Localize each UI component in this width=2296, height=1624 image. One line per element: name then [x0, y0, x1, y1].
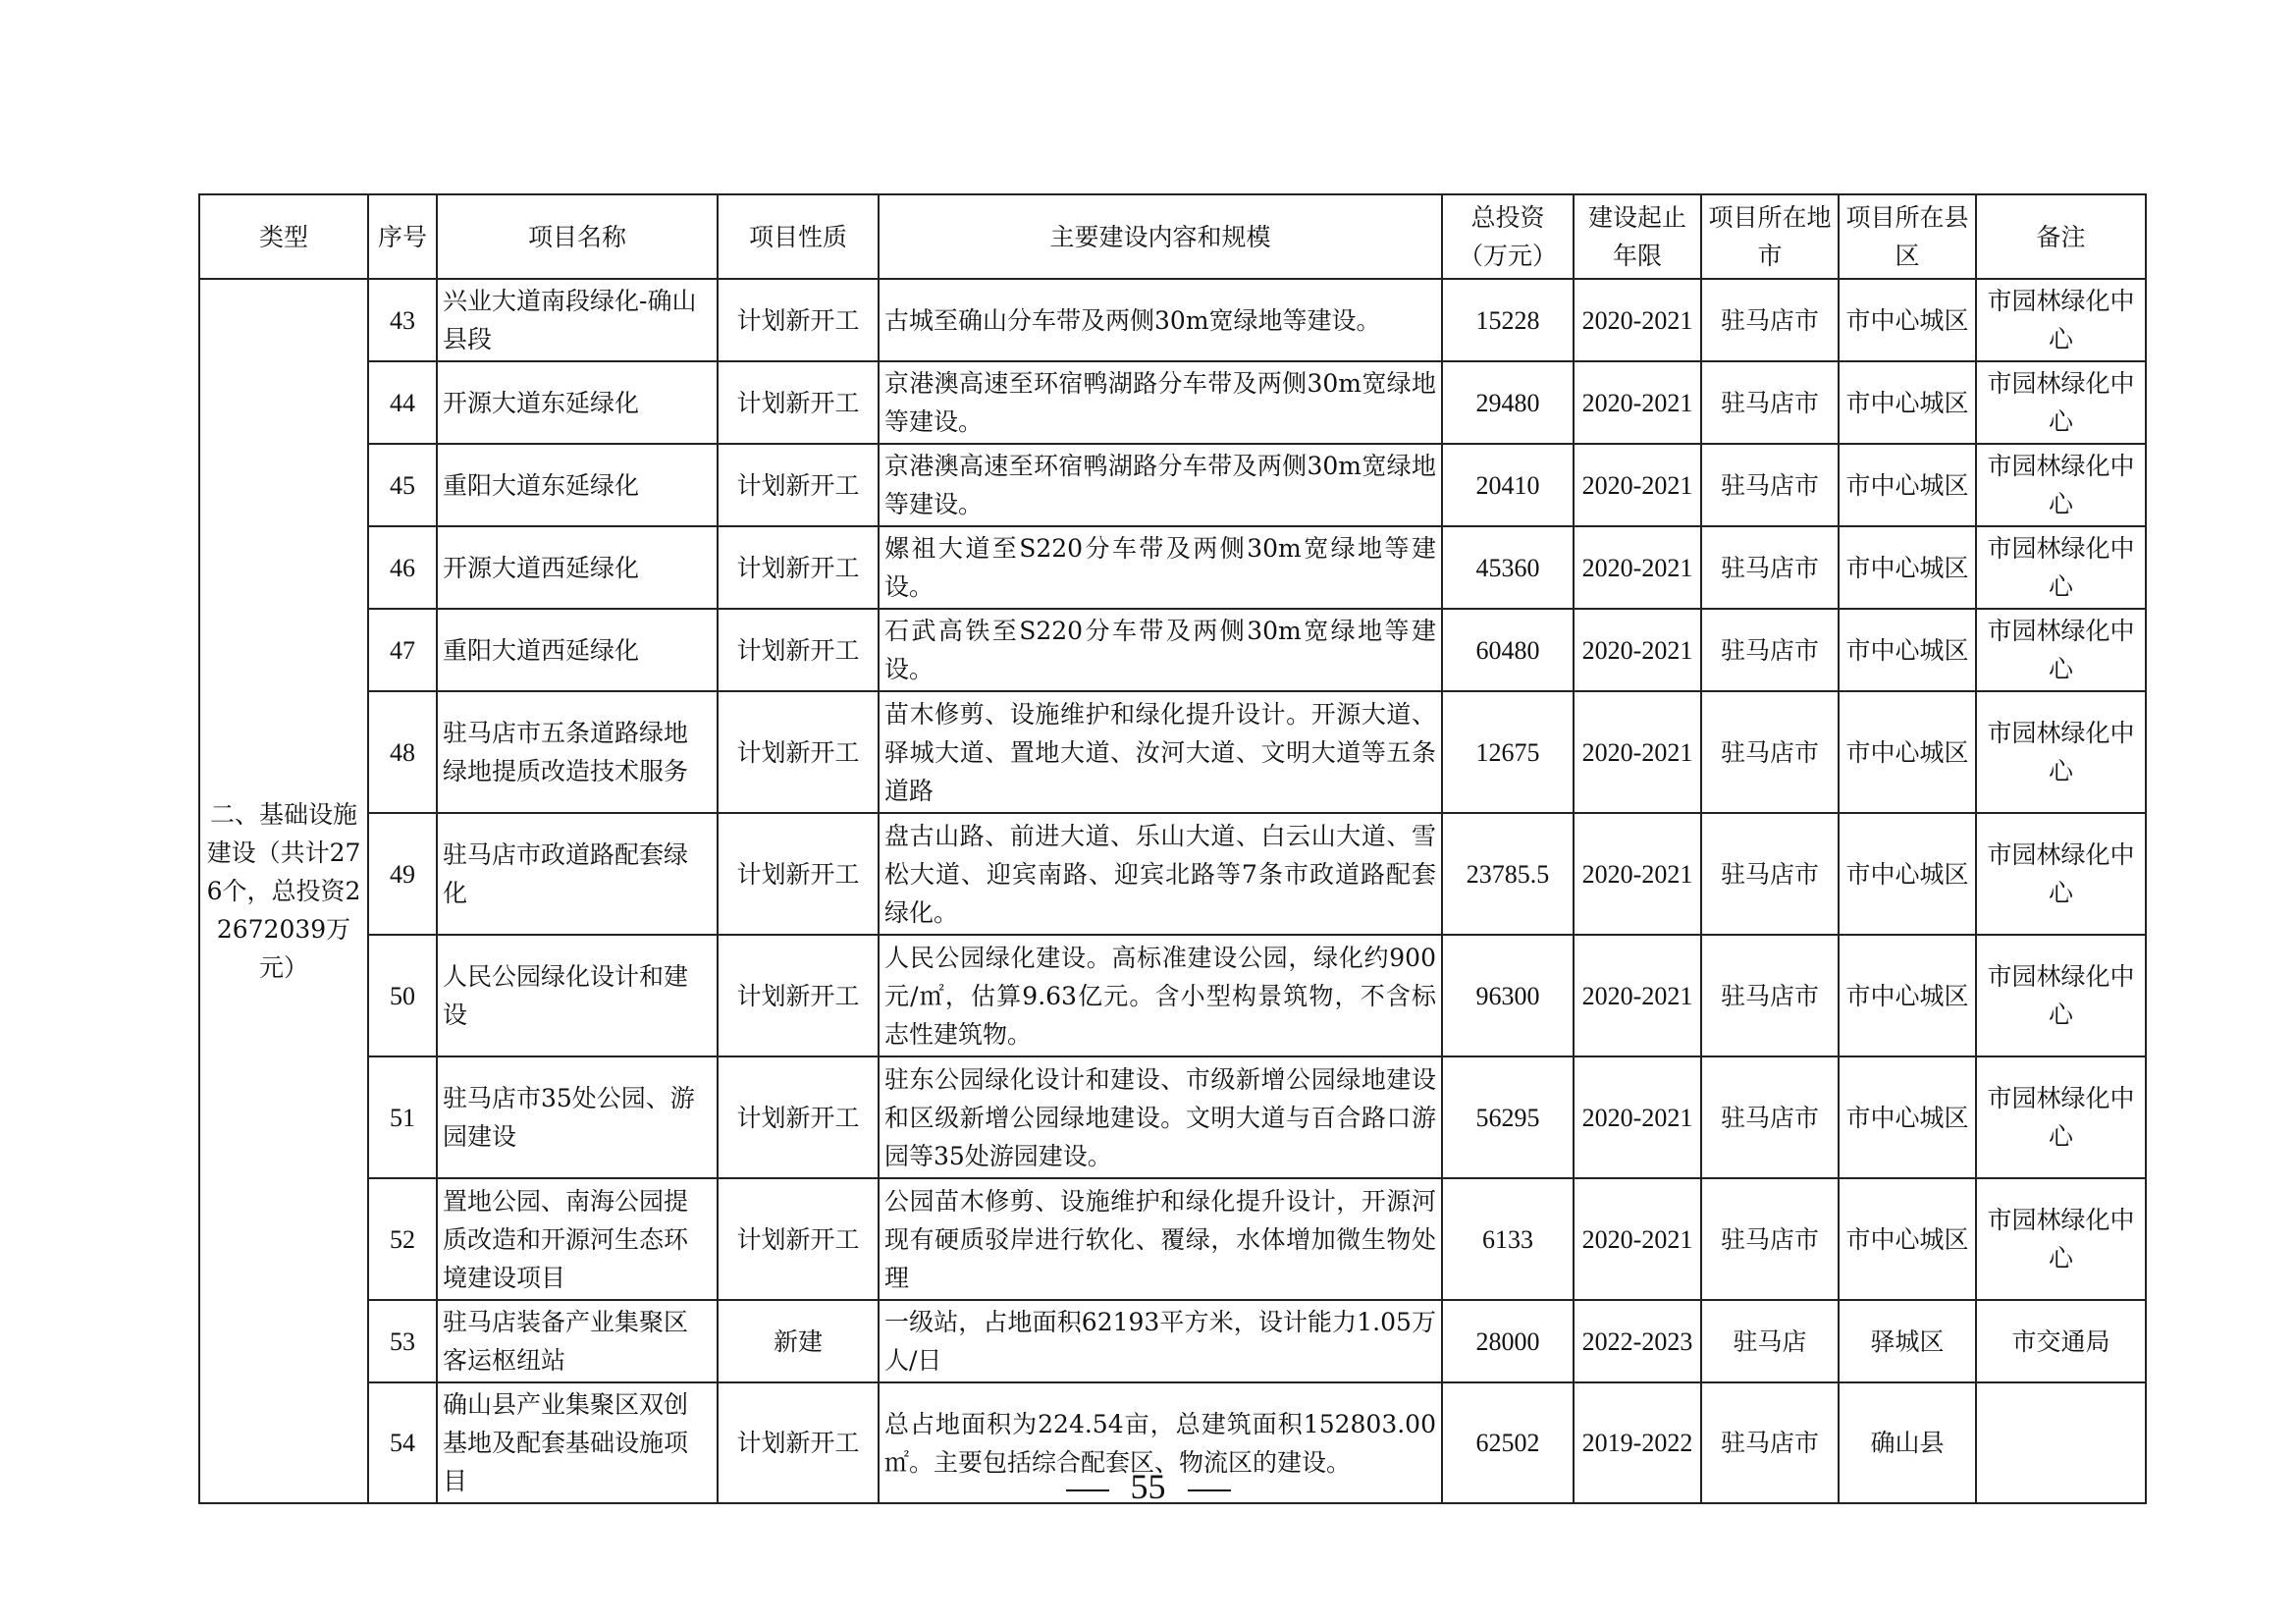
cell-city: 驻马店市 [1701, 813, 1839, 935]
project-table [198, 193, 2147, 1504]
cell-name: 确山县产业集聚区双创基地及配套基础设施项目 [437, 1382, 718, 1503]
cell-city: 驻马店市 [1701, 691, 1839, 813]
cell-invest: 60480 [1442, 609, 1574, 691]
footer-dash-left [1066, 1489, 1109, 1491]
header-county: 项目所在县区 [1839, 194, 1976, 279]
table-row [199, 361, 2146, 444]
cell-nature: 计划新开工 [718, 691, 879, 813]
table-row [199, 1300, 2146, 1382]
cell-seq: 52 [368, 1178, 437, 1300]
cell-county: 市中心城区 [1839, 1056, 1976, 1178]
cell-county: 市中心城区 [1839, 609, 1976, 691]
cell-period: 2020-2021 [1574, 279, 1701, 361]
cell-note: 市园林绿化中心 [1976, 813, 2146, 935]
table-body [199, 279, 2146, 1503]
cell-period: 2020-2021 [1574, 444, 1701, 526]
cell-county: 市中心城区 [1839, 444, 1976, 526]
cell-period: 2020-2021 [1574, 691, 1701, 813]
cell-city: 驻马店市 [1701, 1382, 1839, 1503]
cell-city: 驻马店市 [1701, 1178, 1839, 1300]
cell-invest: 96300 [1442, 935, 1574, 1056]
cell-period: 2020-2021 [1574, 361, 1701, 444]
cell-county: 市中心城区 [1839, 1178, 1976, 1300]
cell-invest: 12675 [1442, 691, 1574, 813]
table-row [199, 609, 2146, 691]
cell-note: 市园林绿化中心 [1976, 1178, 2146, 1300]
cell-name: 置地公园、南海公园提质改造和开源河生态环境建设项目 [437, 1178, 718, 1300]
cell-invest: 28000 [1442, 1300, 1574, 1382]
cell-seq: 45 [368, 444, 437, 526]
cell-name: 驻马店装备产业集聚区客运枢纽站 [437, 1300, 718, 1382]
cell-period: 2022-2023 [1574, 1300, 1701, 1382]
cell-note: 市园林绿化中心 [1976, 609, 2146, 691]
cell-period: 2020-2021 [1574, 935, 1701, 1056]
cell-content: 一级站，占地面积62193平方米，设计能力1.05万人/日 [879, 1300, 1442, 1382]
cell-city: 驻马店市 [1701, 609, 1839, 691]
cell-period: 2019-2022 [1574, 1382, 1701, 1503]
cell-name: 开源大道东延绿化 [437, 361, 718, 444]
cell-note: 市园林绿化中心 [1976, 691, 2146, 813]
cell-invest: 15228 [1442, 279, 1574, 361]
cell-period: 2020-2021 [1574, 1056, 1701, 1178]
cell-name: 重阳大道西延绿化 [437, 609, 718, 691]
header-nature: 项目性质 [718, 194, 879, 279]
cell-nature: 计划新开工 [718, 813, 879, 935]
cell-county: 市中心城区 [1839, 361, 1976, 444]
cell-note: 市园林绿化中心 [1976, 526, 2146, 609]
header-period: 建设起止年限 [1574, 194, 1701, 279]
cell-note: 市交通局 [1976, 1300, 2146, 1382]
header-type: 类型 [199, 194, 368, 279]
cell-seq: 46 [368, 526, 437, 609]
cell-invest: 62502 [1442, 1382, 1574, 1503]
cell-content: 苗木修剪、设施维护和绿化提升设计。开源大道、驿城大道、置地大道、汝河大道、文明大道等五条道路 [879, 691, 1442, 813]
cell-nature: 计划新开工 [718, 361, 879, 444]
cell-city: 驻马店市 [1701, 279, 1839, 361]
page-number: 55 [1130, 1467, 1166, 1506]
cell-nature: 计划新开工 [718, 279, 879, 361]
table-row [199, 1056, 2146, 1178]
table-row [199, 813, 2146, 935]
cell-seq: 51 [368, 1056, 437, 1178]
cell-note: 市园林绿化中心 [1976, 361, 2146, 444]
cell-nature: 计划新开工 [718, 1382, 879, 1503]
cell-county: 驿城区 [1839, 1300, 1976, 1382]
table-row [199, 1178, 2146, 1300]
cell-invest: 6133 [1442, 1178, 1574, 1300]
cell-city: 驻马店市 [1701, 1056, 1839, 1178]
header-seq: 序号 [368, 194, 437, 279]
cell-note: 市园林绿化中心 [1976, 935, 2146, 1056]
cell-name: 人民公园绿化设计和建设 [437, 935, 718, 1056]
table-row [199, 935, 2146, 1056]
cell-content: 京港澳高速至环宿鸭湖路分车带及两侧30m宽绿地等建设。 [879, 361, 1442, 444]
project-table-sheet [198, 193, 2145, 1504]
cell-period: 2020-2021 [1574, 1178, 1701, 1300]
cell-period: 2020-2021 [1574, 813, 1701, 935]
cell-invest: 29480 [1442, 361, 1574, 444]
cell-note: 市园林绿化中心 [1976, 1056, 2146, 1178]
cell-name: 驻马店市五条道路绿地绿地提质改造技术服务 [437, 691, 718, 813]
cell-county: 市中心城区 [1839, 279, 1976, 361]
cell-county: 市中心城区 [1839, 813, 1976, 935]
cell-name: 开源大道西延绿化 [437, 526, 718, 609]
cell-nature: 计划新开工 [718, 1056, 879, 1178]
cell-seq: 53 [368, 1300, 437, 1382]
cell-content: 总占地面积为224.54亩，总建筑面积152803.00㎡。主要包括综合配套区、物流区的建设。 [879, 1382, 1442, 1503]
header-invest: 总投资（万元） [1442, 194, 1574, 279]
cell-invest: 23785.5 [1442, 813, 1574, 935]
cell-seq: 47 [368, 609, 437, 691]
cell-invest: 45360 [1442, 526, 1574, 609]
cell-period: 2020-2021 [1574, 609, 1701, 691]
header-content: 主要建设内容和规模 [879, 194, 1442, 279]
cell-note: 市园林绿化中心 [1976, 279, 2146, 361]
header-city: 项目所在地市 [1701, 194, 1839, 279]
table-row [199, 444, 2146, 526]
cell-invest: 20410 [1442, 444, 1574, 526]
cell-nature: 计划新开工 [718, 609, 879, 691]
cell-county: 市中心城区 [1839, 935, 1976, 1056]
cell-content: 人民公园绿化建设。高标准建设公园，绿化约900元/㎡，估算9.63亿元。含小型构景筑物，不含标志性建筑物。 [879, 935, 1442, 1056]
cell-name: 重阳大道东延绿化 [437, 444, 718, 526]
cell-name: 兴业大道南段绿化-确山县段 [437, 279, 718, 361]
cell-seq: 48 [368, 691, 437, 813]
cell-content: 公园苗木修剪、设施维护和绿化提升设计，开源河现有硬质驳岸进行软化、覆绿，水体增加微生物处理 [879, 1178, 1442, 1300]
page-footer [0, 1466, 2296, 1507]
cell-county: 市中心城区 [1839, 691, 1976, 813]
cell-nature: 新建 [718, 1300, 879, 1382]
cell-category: 二、基础设施建设（共计276个，总投资22672039万元） [199, 279, 368, 1503]
cell-city: 驻马店市 [1701, 935, 1839, 1056]
cell-content: 盘古山路、前进大道、乐山大道、白云山大道、雪松大道、迎宾南路、迎宾北路等7条市政道路配套绿化。 [879, 813, 1442, 935]
table-header-row [199, 194, 2146, 279]
cell-content: 驻东公园绿化设计和建设、市级新增公园绿地建设和区级新增公园绿地建设。文明大道与百合路口游园等35处游园建设。 [879, 1056, 1442, 1178]
cell-city: 驻马店 [1701, 1300, 1839, 1382]
cell-county: 市中心城区 [1839, 526, 1976, 609]
table-row [199, 526, 2146, 609]
cell-nature: 计划新开工 [718, 526, 879, 609]
cell-nature: 计划新开工 [718, 935, 879, 1056]
cell-period: 2020-2021 [1574, 526, 1701, 609]
table-row [199, 691, 2146, 813]
cell-name: 驻马店市35处公园、游园建设 [437, 1056, 718, 1178]
cell-content: 石武高铁至S220分车带及两侧30m宽绿地等建设。 [879, 609, 1442, 691]
cell-invest: 56295 [1442, 1056, 1574, 1178]
cell-seq: 49 [368, 813, 437, 935]
cell-seq: 43 [368, 279, 437, 361]
cell-city: 驻马店市 [1701, 444, 1839, 526]
header-note: 备注 [1976, 194, 2146, 279]
cell-content: 京港澳高速至环宿鸭湖路分车带及两侧30m宽绿地等建设。 [879, 444, 1442, 526]
cell-note: 市园林绿化中心 [1976, 444, 2146, 526]
cell-seq: 50 [368, 935, 437, 1056]
header-name: 项目名称 [437, 194, 718, 279]
cell-content: 嫘祖大道至S220分车带及两侧30m宽绿地等建设。 [879, 526, 1442, 609]
table-row [199, 279, 2146, 361]
cell-nature: 计划新开工 [718, 444, 879, 526]
cell-nature: 计划新开工 [718, 1178, 879, 1300]
cell-seq: 54 [368, 1382, 437, 1503]
cell-city: 驻马店市 [1701, 361, 1839, 444]
cell-seq: 44 [368, 361, 437, 444]
cell-content: 古城至确山分车带及两侧30m宽绿地等建设。 [879, 279, 1442, 361]
cell-city: 驻马店市 [1701, 526, 1839, 609]
cell-name: 驻马店市政道路配套绿化 [437, 813, 718, 935]
footer-dash-right [1188, 1489, 1231, 1491]
cell-county: 确山县 [1839, 1382, 1976, 1503]
